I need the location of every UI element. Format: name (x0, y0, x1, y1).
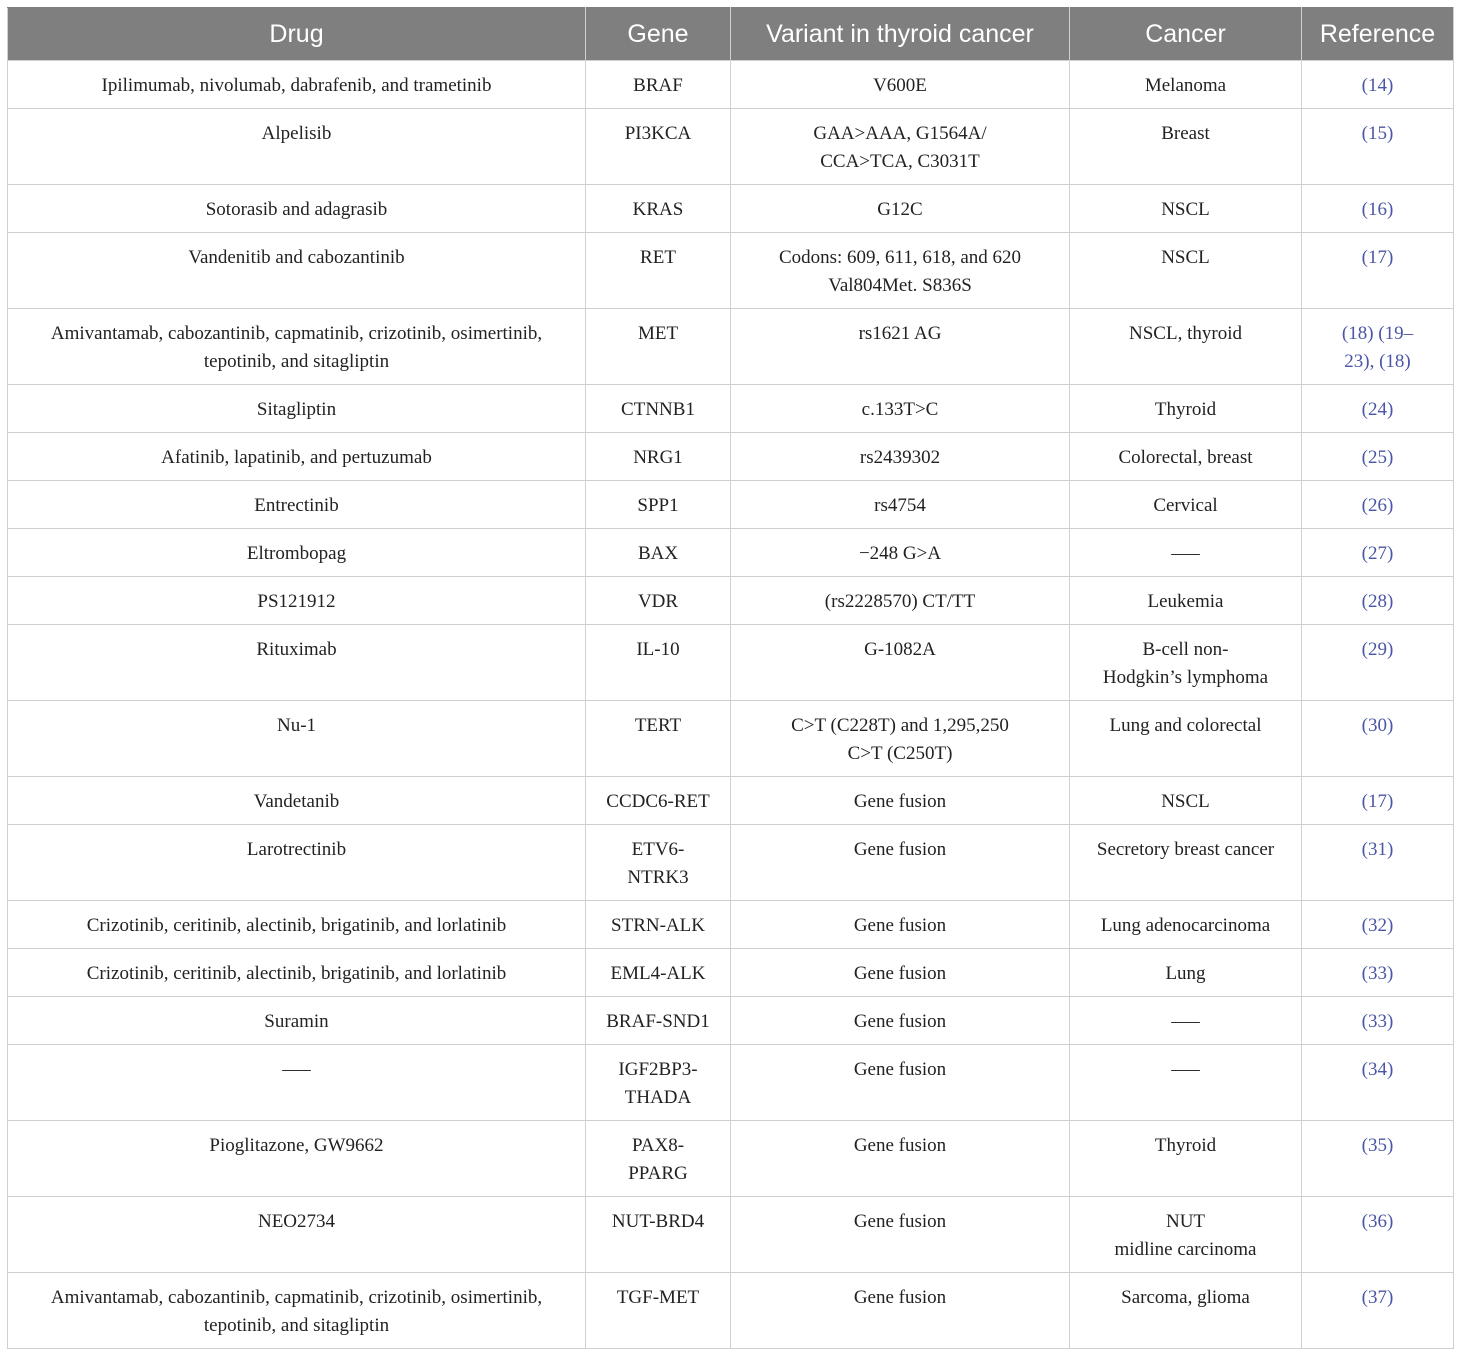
gene-cell (586, 1045, 731, 1121)
gene-cell-text: BRAF (633, 75, 683, 96)
drug-cell (8, 901, 586, 949)
table-row (8, 309, 1454, 385)
header-row (8, 8, 1454, 61)
reference-link-text[interactable]: (16) (1361, 199, 1394, 220)
variant-cell-text: (rs2228570) CT/TT (824, 591, 976, 612)
cancer-cell (1070, 1045, 1302, 1121)
drug-cell-text: Crizotinib, ceritinib, alectinib, brigatinib, and lorlatinib (86, 963, 507, 984)
cancer-cell (1070, 701, 1302, 777)
cancer-cell (1070, 233, 1302, 309)
reference-link[interactable] (1302, 949, 1454, 997)
cancer-cell (1070, 433, 1302, 481)
variant-cell (731, 185, 1070, 233)
reference-link[interactable] (1302, 997, 1454, 1045)
reference-link-text[interactable]: (34) (1361, 1059, 1394, 1080)
table-row (8, 625, 1454, 701)
reference-link-text[interactable]: (28) (1361, 591, 1394, 612)
reference-link-text[interactable]: (33) (1361, 1011, 1394, 1032)
gene-cell (586, 901, 731, 949)
gene-cell (586, 61, 731, 109)
header-gene: Gene (586, 8, 731, 61)
drug-cell (8, 233, 586, 309)
cancer-cell-text: Leukemia (1147, 591, 1224, 612)
drug-cell (8, 309, 586, 385)
variant-cell-text: G12C (877, 199, 923, 220)
reference-link-text[interactable]: (27) (1361, 543, 1394, 564)
drug-cell (8, 109, 586, 185)
reference-link[interactable] (1302, 385, 1454, 433)
drug-cell-text: Nu-1 (276, 715, 317, 736)
gene-cell (586, 109, 731, 185)
drug-cell (8, 777, 586, 825)
reference-link[interactable] (1302, 109, 1454, 185)
table-body (8, 61, 1454, 1349)
gene-cell (586, 1273, 731, 1349)
table-row (8, 825, 1454, 901)
drug-cell (8, 1197, 586, 1273)
drug-cell-text: Amivantamab, cabozantinib, capmatinib, crizotinib, osimertinib, tepotinib, and sitagliptin (50, 323, 543, 372)
variant-cell-text: Codons: 609, 611, 618, and 620 Val804Met. S836S (778, 247, 1022, 296)
drug-cell (8, 625, 586, 701)
drug-cell (8, 701, 586, 777)
cancer-cell (1070, 577, 1302, 625)
variant-cell (731, 777, 1070, 825)
drug-cell-text: NEO2734 (257, 1211, 336, 1232)
reference-link[interactable] (1302, 61, 1454, 109)
reference-link[interactable] (1302, 433, 1454, 481)
variant-cell-text: rs2439302 (859, 447, 941, 468)
gene-cell-text: ETV6- NTRK3 (627, 839, 689, 888)
table-row (8, 777, 1454, 825)
cancer-cell-text: ––– (1171, 1011, 1200, 1032)
drug-cell (8, 577, 586, 625)
cancer-cell-text: NSCL (1161, 791, 1210, 812)
reference-link-text[interactable]: (14) (1361, 75, 1394, 96)
drug-cell-text: Sitagliptin (256, 399, 337, 420)
gene-cell-text: NRG1 (633, 447, 683, 468)
cancer-cell-text: NSCL (1161, 199, 1210, 220)
table-row (8, 109, 1454, 185)
table-row (8, 701, 1454, 777)
variant-cell (731, 577, 1070, 625)
gene-cell-text: BRAF-SND1 (606, 1011, 710, 1032)
cancer-cell-text: Lung and colorectal (1109, 715, 1262, 736)
variant-cell (731, 1273, 1070, 1349)
variant-cell-text: V600E (873, 75, 927, 96)
table-row (8, 997, 1454, 1045)
gene-cell-text: NUT-BRD4 (611, 1211, 705, 1232)
cancer-cell (1070, 901, 1302, 949)
variant-cell (731, 997, 1070, 1045)
variant-cell-text: Gene fusion (853, 839, 947, 860)
drug-cell-text: Vandetanib (253, 791, 340, 812)
variant-cell-text: Gene fusion (853, 1211, 947, 1232)
drug-cell (8, 529, 586, 577)
table-row (8, 233, 1454, 309)
table-row (8, 1045, 1454, 1121)
reference-link[interactable] (1302, 777, 1454, 825)
drug-cell (8, 385, 586, 433)
cancer-cell (1070, 309, 1302, 385)
gene-cell-text: PI3KCA (624, 123, 692, 144)
cancer-cell-text: NSCL, thyroid (1129, 323, 1242, 344)
gene-cell (586, 529, 731, 577)
cancer-cell (1070, 61, 1302, 109)
table-row (8, 1197, 1454, 1273)
variant-cell-text: c.133T>C (861, 399, 939, 420)
variant-cell (731, 385, 1070, 433)
drug-cell (8, 433, 586, 481)
reference-link[interactable] (1302, 529, 1454, 577)
reference-link[interactable] (1302, 481, 1454, 529)
variant-cell-text: Gene fusion (853, 791, 947, 812)
table-row (8, 433, 1454, 481)
table-row (8, 529, 1454, 577)
variant-cell-text: C>T (C228T) and 1,295,250 C>T (C250T) (791, 715, 1009, 764)
variant-cell-text: Gene fusion (853, 963, 947, 984)
cancer-cell-text: NSCL (1161, 247, 1210, 268)
reference-link[interactable] (1302, 185, 1454, 233)
drug-cell-text: Sotorasib and adagrasib (205, 199, 388, 220)
cancer-cell-text: Lung (1165, 963, 1206, 984)
gene-cell-text: TERT (634, 715, 682, 736)
gene-cell-text: BAX (637, 543, 679, 564)
drug-cell (8, 949, 586, 997)
reference-link-text[interactable]: (31) (1361, 839, 1394, 860)
gene-cell (586, 701, 731, 777)
variant-cell-text: G-1082A (864, 639, 936, 660)
variant-cell-text: Gene fusion (853, 915, 947, 936)
cancer-cell (1070, 625, 1302, 701)
table-row (8, 481, 1454, 529)
drug-cell (8, 1121, 586, 1197)
drug-cell (8, 1045, 586, 1121)
reference-link-text[interactable]: (30) (1361, 715, 1394, 736)
cancer-cell (1070, 949, 1302, 997)
variant-cell (731, 701, 1070, 777)
drug-cell-text: Suramin (264, 1011, 329, 1032)
cancer-cell (1070, 481, 1302, 529)
cancer-cell (1070, 997, 1302, 1045)
gene-cell (586, 625, 731, 701)
reference-link[interactable] (1302, 625, 1454, 701)
reference-link-text[interactable]: (33) (1361, 963, 1394, 984)
variant-cell (731, 825, 1070, 901)
variant-cell (731, 109, 1070, 185)
reference-link-text[interactable]: (17) (1361, 247, 1394, 268)
variant-cell-text: rs1621 AG (858, 323, 942, 344)
reference-link-text[interactable]: (25) (1361, 447, 1394, 468)
gene-cell-text: TGF-MET (616, 1287, 700, 1308)
variant-cell (731, 433, 1070, 481)
drug-cell-text: Amivantamab, cabozantinib, capmatinib, crizotinib, osimertinib, tepotinib, and sitagliptin (50, 1287, 543, 1336)
variant-cell-text: Gene fusion (853, 1059, 947, 1080)
gene-cell-text: EML4-ALK (610, 963, 706, 984)
reference-link-text[interactable]: (32) (1361, 915, 1394, 936)
reference-link-text[interactable]: (37) (1361, 1287, 1394, 1308)
drug-cell (8, 61, 586, 109)
gene-cell (586, 1121, 731, 1197)
reference-link-text[interactable]: (26) (1361, 495, 1394, 516)
reference-link[interactable] (1302, 1197, 1454, 1273)
table-row (8, 185, 1454, 233)
table-row (8, 61, 1454, 109)
variant-cell-text: rs4754 (874, 495, 926, 516)
gene-cell-text: RET (640, 247, 676, 268)
cancer-cell-text: Breast (1161, 123, 1210, 144)
variant-cell (731, 949, 1070, 997)
reference-link[interactable] (1302, 577, 1454, 625)
variant-cell (731, 61, 1070, 109)
drug-cell (8, 825, 586, 901)
table-row (8, 577, 1454, 625)
gene-cell-text: CTNNB1 (621, 399, 695, 420)
gene-cell-text: IGF2BP3- THADA (618, 1059, 698, 1108)
drug-cell-text: Entrectinib (254, 495, 339, 516)
cancer-cell (1070, 109, 1302, 185)
table-row (8, 901, 1454, 949)
cancer-cell (1070, 385, 1302, 433)
cancer-cell (1070, 777, 1302, 825)
variant-cell-text: Gene fusion (853, 1135, 947, 1156)
cancer-cell-text: ––– (1171, 1059, 1200, 1080)
variant-cell (731, 901, 1070, 949)
drug-cell (8, 185, 586, 233)
gene-cell (586, 481, 731, 529)
gene-cell-text: IL-10 (636, 639, 680, 660)
reference-link[interactable] (1302, 233, 1454, 309)
drug-cell-text: Pioglitazone, GW9662 (209, 1135, 384, 1156)
drug-cell (8, 997, 586, 1045)
table-row (8, 385, 1454, 433)
variant-cell (731, 309, 1070, 385)
gene-cell (586, 777, 731, 825)
gene-cell (586, 433, 731, 481)
cancer-cell-text: B-cell non- Hodgkin’s lymphoma (1102, 639, 1269, 688)
cancer-cell-text: Cervical (1153, 495, 1218, 516)
reference-link[interactable] (1302, 1045, 1454, 1121)
cancer-cell (1070, 1197, 1302, 1273)
reference-link[interactable] (1302, 901, 1454, 949)
gene-cell (586, 997, 731, 1045)
drug-cell (8, 1273, 586, 1349)
cancer-cell (1070, 185, 1302, 233)
cancer-cell-text: Colorectal, breast (1118, 447, 1253, 468)
reference-link-text[interactable]: (24) (1361, 399, 1394, 420)
reference-link-text[interactable]: (18) (19– 23), (18) (1341, 323, 1414, 372)
cancer-cell-text: Secretory breast cancer (1096, 839, 1275, 860)
header-drug: Drug (8, 8, 586, 61)
drug-cell-text: Afatinib, lapatinib, and pertuzumab (161, 447, 432, 468)
variant-cell-text: Gene fusion (853, 1287, 947, 1308)
variant-cell (731, 529, 1070, 577)
reference-link-text[interactable]: (15) (1361, 123, 1394, 144)
drug-cell (8, 481, 586, 529)
gene-cell-text: KRAS (632, 199, 684, 220)
gene-cell (586, 825, 731, 901)
gene-cell (586, 309, 731, 385)
gene-cell (586, 949, 731, 997)
cancer-cell-text: Thyroid (1154, 1135, 1217, 1156)
variant-cell (731, 625, 1070, 701)
variant-cell-text: Gene fusion (853, 1011, 947, 1032)
drug-gene-table (7, 7, 1454, 1349)
gene-cell (586, 185, 731, 233)
drug-cell-text: Ipilimumab, nivolumab, dabrafenib, and trametinib (101, 75, 492, 96)
drug-cell-text: Eltrombopag (246, 543, 347, 564)
cancer-cell (1070, 1273, 1302, 1349)
variant-cell (731, 1197, 1070, 1273)
gene-cell-text: STRN-ALK (611, 915, 705, 936)
gene-cell-text: SPP1 (637, 495, 679, 516)
gene-cell (586, 1197, 731, 1273)
reference-link-text[interactable]: (36) (1361, 1211, 1394, 1232)
cancer-cell-text: NUT midline carcinoma (1114, 1211, 1257, 1260)
reference-link[interactable] (1302, 1121, 1454, 1197)
cancer-cell-text: ––– (1171, 543, 1200, 564)
drug-cell-text: Alpelisib (261, 123, 332, 144)
cancer-cell-text: Sarcoma, glioma (1121, 1287, 1250, 1308)
variant-cell (731, 233, 1070, 309)
header-cancer: Cancer (1070, 8, 1302, 61)
variant-cell (731, 1045, 1070, 1121)
reference-link-text[interactable]: (29) (1361, 639, 1394, 660)
gene-cell (586, 233, 731, 309)
reference-link-text[interactable]: (17) (1361, 791, 1394, 812)
table-row (8, 949, 1454, 997)
gene-cell-text: VDR (637, 591, 679, 612)
gene-cell-text: PAX8- PPARG (628, 1135, 688, 1184)
cancer-cell (1070, 825, 1302, 901)
header-reference: Reference (1302, 8, 1454, 61)
gene-cell (586, 577, 731, 625)
reference-link[interactable] (1302, 309, 1454, 385)
reference-link[interactable] (1302, 1273, 1454, 1349)
reference-link-text[interactable]: (35) (1361, 1135, 1394, 1156)
gene-cell (586, 385, 731, 433)
drug-cell-text: Vandenitib and cabozantinib (188, 247, 405, 268)
drug-cell-text: Larotrectinib (246, 839, 347, 860)
cancer-cell-text: Melanoma (1144, 75, 1227, 96)
table-row (8, 1273, 1454, 1349)
drug-cell-text: ––– (282, 1059, 311, 1080)
cancer-cell (1070, 1121, 1302, 1197)
cancer-cell (1070, 529, 1302, 577)
table-header (8, 8, 1454, 61)
drug-cell-text: PS121912 (257, 591, 336, 612)
variant-cell (731, 481, 1070, 529)
gene-cell-text: MET (637, 323, 679, 344)
variant-cell (731, 1121, 1070, 1197)
reference-link[interactable] (1302, 701, 1454, 777)
cancer-cell-text: Lung adenocarcinoma (1100, 915, 1271, 936)
header-variant: Variant in thyroid cancer (731, 8, 1070, 61)
variant-cell-text: −248 G>A (858, 543, 942, 564)
gene-cell-text: CCDC6-RET (606, 791, 710, 812)
drug-cell-text: Crizotinib, ceritinib, alectinib, brigatinib, and lorlatinib (86, 915, 507, 936)
reference-link[interactable] (1302, 825, 1454, 901)
variant-cell-text: GAA>AAA, G1564A/ CCA>TCA, C3031T (813, 123, 987, 172)
table-row (8, 1121, 1454, 1197)
drug-cell-text: Rituximab (256, 639, 337, 660)
cancer-cell-text: Thyroid (1154, 399, 1217, 420)
